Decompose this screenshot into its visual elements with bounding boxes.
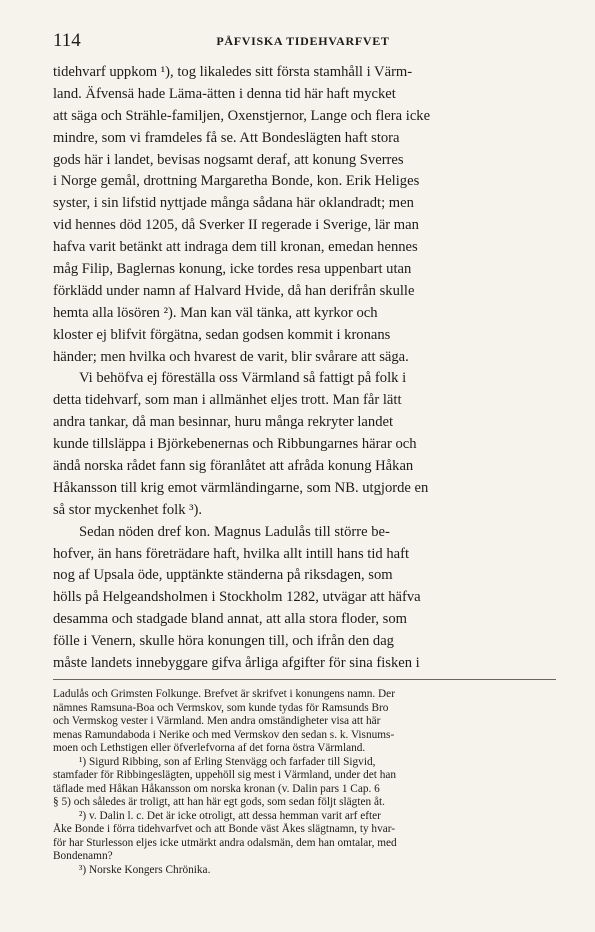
text-line: att säga och Strähle-familjen, Oxenstjernor, Lange och flera icke (53, 107, 431, 124)
footnote-line: och Vermskog vester i Värmland. Men andra omständigheter visa att här (53, 715, 381, 727)
text-line: hemta alla lösören ²). Man kan väl tänka, att kyrkor och (53, 304, 378, 321)
footnote-divider (53, 679, 556, 680)
footnote-line: § 5) och således är troligt, att han här egt gods, som sedan följt slägten åt. (53, 796, 385, 808)
text-line: fölle i Venern, skulle höra konungen till, och ifrån den dag (53, 633, 394, 650)
footnotes (53, 688, 558, 877)
footnote-line: täflade med Håkan Håkansson om norska kronan (v. Dalin pars 1 Cap. 6 (53, 782, 380, 795)
text-line: Håkansson till krig emot värmländingarne, som NB. utgjorde en (53, 479, 429, 496)
footnote-line: ¹) Sigurd Ribbing, son af Erling Stenvägg och farfader till Sigvid, (79, 755, 376, 768)
text-line: förklädd under namn af Halvard Hvide, då han derifrån skulle (53, 282, 415, 299)
text-line: tidehvarf uppkom ¹), tog likaledes sitt första stamhåll i Värm- (53, 64, 413, 80)
text-line: så stor myckenhet folk ³). (53, 501, 203, 518)
footnote-line: Ladulås och Grimsten Folkunge. Brefvet är skrifvet i konungens namn. Der (53, 688, 395, 700)
text-line: andra tankar, då man besinnar, huru många rekryter landet (53, 414, 394, 431)
text-line: vid hennes död 1205, då Sverker II regerade i Sverige, lär man (53, 217, 419, 234)
text-line: hafva varit betänkt att indraga dem till kronan, emedan hennes (53, 239, 418, 256)
footnote-line: för har Sturlesson eljes icke utmärkt andra odalsmän, dem han omtalar, med (53, 836, 397, 849)
text-line: måg Filip, Baglernas konung, icke tordes resa uppenbart utan (53, 261, 412, 278)
page-number: 114 (53, 30, 81, 51)
text-line: syster, i sin lifstid nyttjade många sådana här oklandradt; men (53, 195, 414, 212)
footnote-line: stamfader för Ribbingeslägten, uppehöll sig mest i Värmland, under det han (53, 769, 397, 781)
footnote-line: menas Ramundaboda i Nerike och med Vermskov den sedan s. k. Visnums- (53, 728, 395, 741)
page-header (53, 30, 553, 54)
footnote-line: ²) v. Dalin l. c. Det är icke otroligt, att dessa hemman varit arf efter (79, 809, 381, 822)
text-line: ändå norska rådet fann sig föranlåtet att afråda konung Håkan (53, 458, 414, 475)
text-line: händer; men hvilka och hvarest de varit, blir svårare att säga. (53, 348, 409, 365)
body-text (53, 62, 556, 675)
footnote-line: moen och Lethstigen eller öfverlefvorna af det forna östra Värmland. (53, 742, 366, 754)
text-line: i Norge gemål, drottning Margaretha Bonde, kon. Erik Heliges (53, 173, 420, 190)
text-line: desamma och stadgade bland annat, att alla stora floder, som (53, 611, 408, 628)
text-line: land. Äfvensä hade Läma-ätten i denna tid här haft mycket (53, 85, 396, 102)
text-line: kunde tillsläppa i Björkebenernas och Ribbungarnes härar och (53, 436, 417, 453)
text-line: nog af Upsala öde, upptänkte ständerna på riksdagen, som (53, 567, 393, 584)
footnote-line: Bondenamn? (53, 850, 113, 862)
text-line: Sedan nöden dref kon. Magnus Ladulås till större be- (79, 523, 390, 540)
footnote-line: Åke Bonde i förra tidehvarfvet och att Bonde väst Åkes slägtnamn, ty hvar- (53, 823, 396, 835)
text-line: hölls på Helgeandsholmen i Stockholm 1282, utvägar att häfva (53, 589, 421, 606)
text-line: hofver, än hans företrädare haft, hvilka allt intill hans tid haft (53, 545, 410, 562)
text-line: gods här i landet, bevisas nogsamt deraf, att konung Sverres (53, 151, 404, 168)
running-head: PÅFVISKA TIDEHVARFVET (216, 34, 390, 48)
text-line: måste landets innebyggare gifva årliga afgifter för sina fisken i (53, 655, 420, 672)
footnote-line: nämnes Ramsuna-Boa och Vermskov, som kunde tydas för Ramsunds Bro (53, 701, 389, 714)
footnote-line: ³) Norske Kongers Chrönika. (79, 863, 211, 876)
text-line: kloster ej blifvit förgätna, sedan godsen kommit i kronans (53, 326, 391, 343)
text-line: Vi behöfva ej föreställa oss Värmland så fattigt på folk i (79, 370, 407, 387)
text-line: detta tidehvarf, som man i allmänhet eljes trott. Man får lätt (53, 392, 402, 409)
text-line: mindre, som vi framdeles få se. Att Bondeslägten haft stora (53, 129, 400, 146)
